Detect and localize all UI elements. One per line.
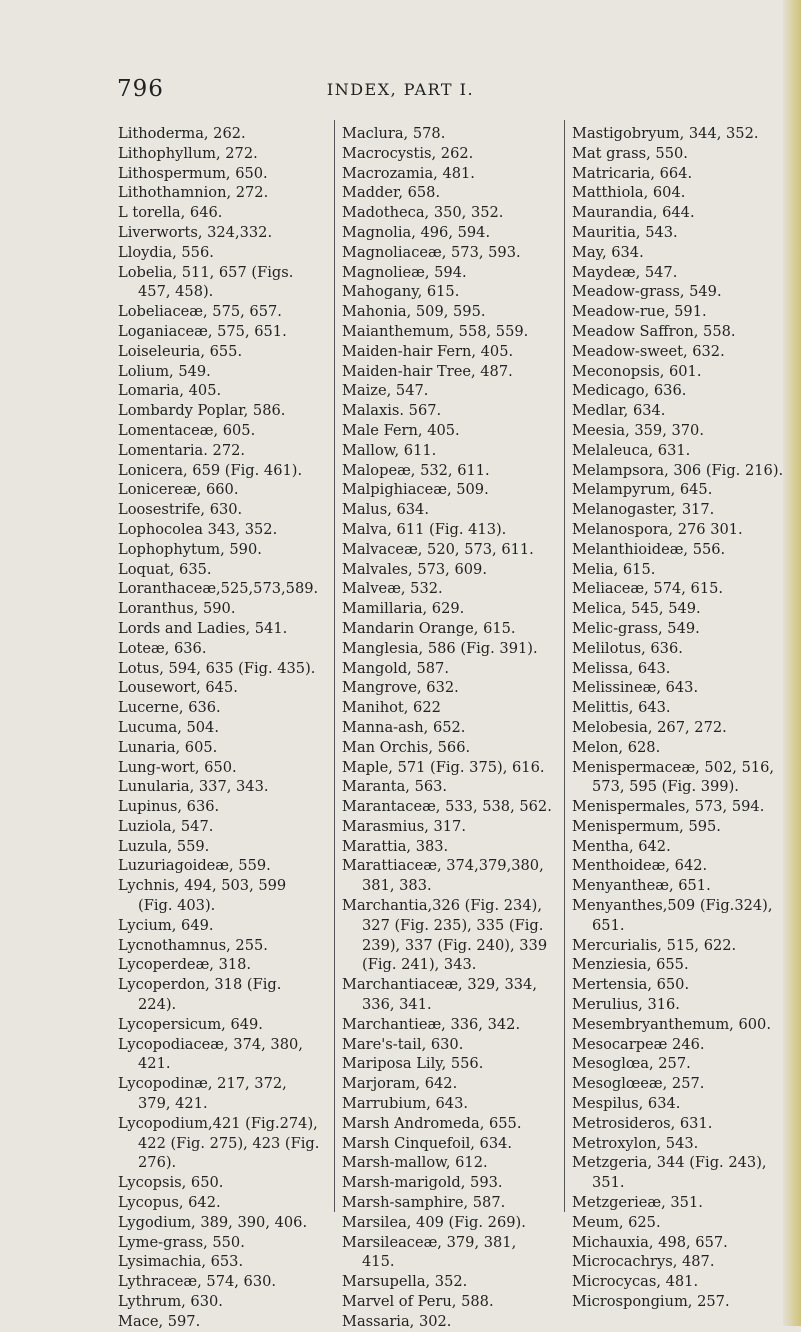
index-entry: Marattia, 383. bbox=[342, 837, 449, 855]
index-entry: Lithophyllum, 272. bbox=[118, 144, 258, 162]
index-entry: Marvel of Peru, 588. bbox=[342, 1293, 494, 1311]
index-entry: Lucerne, 636. bbox=[118, 699, 221, 717]
index-entry: Lycnothamnus, 255. bbox=[118, 936, 268, 954]
index-entry: Malus, 634. bbox=[342, 501, 429, 519]
index-entry: Melobesia, 267, 272. bbox=[572, 718, 727, 736]
index-entry: Melittis, 643. bbox=[572, 699, 671, 717]
index-entry: Melia, 615. bbox=[572, 560, 656, 578]
index-column-3 bbox=[572, 124, 786, 1312]
index-entry: Lupinus, 636. bbox=[118, 798, 220, 816]
index-entry: Mallow, 611. bbox=[342, 441, 437, 459]
index-entry: Mesoglœa, 257. bbox=[572, 1055, 691, 1073]
index-entry: Lunularia, 337, 343. bbox=[118, 778, 269, 796]
running-title: INDEX, PART I. bbox=[326, 80, 475, 99]
index-entry: Mahogany, 615. bbox=[342, 283, 460, 301]
index-entry: Menziesia, 655. bbox=[572, 956, 689, 974]
index-entry: Lycopersicum, 649. bbox=[118, 1015, 263, 1033]
index-entry: Mahonia, 509, 595. bbox=[342, 303, 486, 321]
index-entry: Lycoperdon, 318 (Fig. 224). bbox=[118, 976, 282, 1014]
index-entry: May, 634. bbox=[572, 243, 644, 261]
index-entry: Lophocolea 343, 352. bbox=[118, 520, 278, 538]
index-entry: Marsileaceæ, 379, 381, 415. bbox=[342, 1233, 517, 1271]
index-entry: Lobeliaceæ, 575, 657. bbox=[118, 303, 282, 321]
index-entry: Mespilus, 634. bbox=[572, 1095, 681, 1113]
index-entry: Lomentaria. 272. bbox=[118, 441, 246, 459]
index-entry: Maiden-hair Fern, 405. bbox=[342, 342, 514, 360]
index-entry: Lysimachia, 653. bbox=[118, 1253, 244, 1271]
column-rule-right bbox=[564, 120, 565, 1212]
index-entry: Lycium, 649. bbox=[118, 916, 214, 934]
index-entry: Manglesia, 586 (Fig. 391). bbox=[342, 639, 538, 657]
index-entry: Malvales, 573, 609. bbox=[342, 560, 487, 578]
index-entry: Massaria, 302. bbox=[342, 1312, 452, 1330]
index-entry: Malva, 611 (Fig. 413). bbox=[342, 520, 507, 538]
index-entry: Lithothamnion, 272. bbox=[118, 184, 269, 202]
page-header bbox=[0, 76, 801, 106]
index-entry: Marsh-samphire, 587. bbox=[342, 1194, 506, 1212]
index-entry: Lyme-grass, 550. bbox=[118, 1233, 245, 1251]
index-entry: Mesoglœeæ, 257. bbox=[572, 1075, 705, 1093]
index-entry: Metzgerieæ, 351. bbox=[572, 1194, 703, 1212]
index-entry: Melissa, 643. bbox=[572, 659, 671, 677]
index-entry: Loranthaceæ,525,573,589. bbox=[118, 580, 319, 598]
index-entry: Matthiola, 604. bbox=[572, 184, 686, 202]
index-entry: Lygodium, 389, 390, 406. bbox=[118, 1213, 308, 1231]
index-entry: Lithospermum, 650. bbox=[118, 164, 268, 182]
index-entry: Maydeæ, 547. bbox=[572, 263, 678, 281]
index-entry: Meadow-rue, 591. bbox=[572, 303, 707, 321]
index-entry: Melaleuca, 631. bbox=[572, 441, 691, 459]
index-entry: Malpighiaceæ, 509. bbox=[342, 481, 489, 499]
index-entry: Madotheca, 350, 352. bbox=[342, 204, 504, 222]
index-entry: Menispermaceæ, 502, 516, 573, 595 (Fig. 399). bbox=[572, 758, 775, 796]
index-entry: Lomaria, 405. bbox=[118, 382, 222, 400]
index-entry: Lycopsis, 650. bbox=[118, 1174, 224, 1192]
index-entry: Lloydia, 556. bbox=[118, 243, 214, 261]
index-entry: Loganiaceæ, 575, 651. bbox=[118, 322, 287, 340]
index-entry: Mare's-tail, 630. bbox=[342, 1035, 464, 1053]
index-entry: Magnoliaceæ, 573, 593. bbox=[342, 243, 521, 261]
index-entry: Mamillaria, 629. bbox=[342, 600, 465, 618]
index-entry: Marsh Cinquefoil, 634. bbox=[342, 1134, 513, 1152]
index-entry: Lunaria, 605. bbox=[118, 738, 218, 756]
index-entry: Liverworts, 324,332. bbox=[118, 223, 273, 241]
index-entry: Microcycas, 481. bbox=[572, 1273, 699, 1291]
index-entry: Melissineæ, 643. bbox=[572, 679, 699, 697]
index-entry: Mertensia, 650. bbox=[572, 976, 690, 994]
index-entry: Loiseleuria, 655. bbox=[118, 342, 243, 360]
index-entry: Marsupella, 352. bbox=[342, 1273, 468, 1291]
index-entry: Lythraceæ, 574, 630. bbox=[118, 1273, 277, 1291]
index-entry: Manihot, 622 bbox=[342, 699, 441, 717]
index-entry: Mace, 597. bbox=[118, 1312, 201, 1330]
index-entry: Metroxylon, 543. bbox=[572, 1134, 699, 1152]
index-entry: Mesocarpeæ 246. bbox=[572, 1035, 705, 1053]
index-entry: Mangold, 587. bbox=[342, 659, 449, 677]
index-entry: Meum, 625. bbox=[572, 1213, 661, 1231]
index-entry: Malveæ, 532. bbox=[342, 580, 443, 598]
index-entry: Lobelia, 511, 657 (Figs. 457, 458). bbox=[118, 263, 294, 301]
index-entry: Loosestrife, 630. bbox=[118, 501, 243, 519]
index-entry: Marchantieæ, 336, 342. bbox=[342, 1015, 521, 1033]
index-entry: Medicago, 636. bbox=[572, 382, 687, 400]
index-entry: Marattiaceæ, 374,379,380, 381, 383. bbox=[342, 857, 544, 895]
index-entry: Mat grass, 550. bbox=[572, 144, 688, 162]
index-entry: Mangrove, 632. bbox=[342, 679, 459, 697]
index-entry: Lonicereæ, 660. bbox=[118, 481, 239, 499]
index-entry: Menispermum, 595. bbox=[572, 817, 721, 835]
index-entry: Melic-grass, 549. bbox=[572, 619, 700, 637]
index-entry: Lonicera, 659 (Fig. 461). bbox=[118, 461, 303, 479]
index-entry: Menthoideæ, 642. bbox=[572, 857, 708, 875]
index-entry: Mentha, 642. bbox=[572, 837, 671, 855]
index-entry: Menyantheæ, 651. bbox=[572, 877, 711, 895]
index-entry: Marasmius, 317. bbox=[342, 817, 466, 835]
index-entry: Meadow-sweet, 632. bbox=[572, 342, 725, 360]
index-entry: Marsh Andromeda, 655. bbox=[342, 1114, 522, 1132]
index-entry: Magnolieæ, 594. bbox=[342, 263, 467, 281]
index-entry: Madder, 658. bbox=[342, 184, 441, 202]
index-entry: Mastigobryum, 344, 352. bbox=[572, 125, 759, 142]
index-entry: Maurandia, 644. bbox=[572, 204, 695, 222]
index-entry: Mauritia, 543. bbox=[572, 223, 678, 241]
index-entry: Lithoderma, 262. bbox=[118, 125, 246, 142]
index-entry: Male Fern, 405. bbox=[342, 421, 460, 439]
index-entry: Manna-ash, 652. bbox=[342, 718, 466, 736]
index-entry: Lomentaceæ, 605. bbox=[118, 421, 256, 439]
index-entry: Maianthemum, 558, 559. bbox=[342, 322, 529, 340]
index-entry: Melanthioideæ, 556. bbox=[572, 540, 726, 558]
page-number: 796 bbox=[117, 76, 164, 102]
index-column-2 bbox=[342, 124, 552, 1332]
index-entry: Medlar, 634. bbox=[572, 402, 666, 420]
index-entry: Maple, 571 (Fig. 375), 616. bbox=[342, 758, 545, 776]
index-entry: Michauxia, 498, 657. bbox=[572, 1233, 728, 1251]
index-entry: Lycopodium,421 (Fig.274), 422 (Fig. 275), 423 (Fig. 276). bbox=[118, 1114, 320, 1172]
index-entry: Lycopodiaceæ, 374, 380, 421. bbox=[118, 1035, 303, 1073]
index-entry: Mandarin Orange, 615. bbox=[342, 619, 516, 637]
index-entry: Maiden-hair Tree, 487. bbox=[342, 362, 513, 380]
index-entry: Metzgeria, 344 (Fig. 243), 351. bbox=[572, 1154, 767, 1192]
index-entry: Lophophytum, 590. bbox=[118, 540, 262, 558]
index-entry: Loteæ, 636. bbox=[118, 639, 207, 657]
index-entry: Menispermales, 573, 594. bbox=[572, 798, 765, 816]
index-entry: Lycopus, 642. bbox=[118, 1194, 221, 1212]
column-rule-left bbox=[334, 120, 335, 1212]
index-entry: Marjoram, 642. bbox=[342, 1075, 458, 1093]
index-entry: Melilotus, 636. bbox=[572, 639, 683, 657]
index-entry: Mercurialis, 515, 622. bbox=[572, 936, 737, 954]
index-entry: Lombardy Poplar, 586. bbox=[118, 402, 286, 420]
index-entry: Marsilea, 409 (Fig. 269). bbox=[342, 1213, 526, 1231]
index-entry: Mesembryanthemum, 600. bbox=[572, 1015, 771, 1033]
index-entry: Melampsora, 306 (Fig. 216). bbox=[572, 461, 784, 479]
index-entry: Loranthus, 590. bbox=[118, 600, 236, 618]
index-entry: Macrocystis, 262. bbox=[342, 144, 474, 162]
index-entry: Melica, 545, 549. bbox=[572, 600, 701, 618]
index-entry: Matricaria, 664. bbox=[572, 164, 693, 182]
index-entry: Lycoperdeæ, 318. bbox=[118, 956, 252, 974]
index-entry: Malaxis. 567. bbox=[342, 402, 442, 420]
index-entry: Lords and Ladies, 541. bbox=[118, 619, 288, 637]
index-entry: Melampyrum, 645. bbox=[572, 481, 713, 499]
index-entry: L torella, 646. bbox=[118, 204, 223, 222]
index-entry: Melon, 628. bbox=[572, 738, 661, 756]
index-entry: Lucuma, 504. bbox=[118, 718, 219, 736]
index-entry: Loquat, 635. bbox=[118, 560, 212, 578]
index-entry: Meconopsis, 601. bbox=[572, 362, 702, 380]
index-entry: Macrozamia, 481. bbox=[342, 164, 475, 182]
index-entry: Maclura, 578. bbox=[342, 125, 446, 142]
index-entry: Lythrum, 630. bbox=[118, 1293, 223, 1311]
index-entry: Lotus, 594, 635 (Fig. 435). bbox=[118, 659, 316, 677]
index-entry: Marantaceæ, 533, 538, 562. bbox=[342, 798, 552, 816]
index-entry: Malvaceæ, 520, 573, 611. bbox=[342, 540, 534, 558]
index-entry: Marrubium, 643. bbox=[342, 1095, 469, 1113]
index-entry: Melanospora, 276 301. bbox=[572, 520, 743, 538]
index-entry: Marsh-mallow, 612. bbox=[342, 1154, 488, 1172]
index-entry: Metrosideros, 631. bbox=[572, 1114, 713, 1132]
index-entry: Meadow-grass, 549. bbox=[572, 283, 722, 301]
index-entry: Microspongium, 257. bbox=[572, 1293, 730, 1311]
index-entry: Lycopodinæ, 217, 372, 379, 421. bbox=[118, 1075, 287, 1113]
index-entry: Malopeæ, 532, 611. bbox=[342, 461, 490, 479]
index-entry: Magnolia, 496, 594. bbox=[342, 223, 491, 241]
index-entry: Menyanthes,509 (Fig.324), 651. bbox=[572, 897, 773, 934]
index-entry: Luziola, 547. bbox=[118, 817, 214, 835]
index-entry: Maize, 547. bbox=[342, 382, 429, 400]
index-entry: Merulius, 316. bbox=[572, 996, 680, 1014]
index-column-1 bbox=[118, 124, 323, 1332]
index-entry: Lousewort, 645. bbox=[118, 679, 238, 697]
index-entry: Mariposa Lily, 556. bbox=[342, 1055, 484, 1073]
index-entry: Marchantiaceæ, 329, 334, 336, 341. bbox=[342, 976, 537, 1014]
index-entry: Marchantia,326 (Fig. 234), 327 (Fig. 235), 335 (Fig. 239), 337 (Fig. 240), 339 (Fig. 241), 343. bbox=[342, 897, 548, 974]
index-entry: Meadow Saffron, 558. bbox=[572, 322, 736, 340]
index-entry: Marsh-marigold, 593. bbox=[342, 1174, 503, 1192]
index-entry: Maranta, 563. bbox=[342, 778, 448, 796]
index-entry: Lung-wort, 650. bbox=[118, 758, 237, 776]
index-entry: Melanogaster, 317. bbox=[572, 501, 715, 519]
index-entry: Luzula, 559. bbox=[118, 837, 210, 855]
index-entry: Luzuriagoideæ, 559. bbox=[118, 857, 271, 875]
index-entry: Microcachrys, 487. bbox=[572, 1253, 715, 1271]
index-entry: Lychnis, 494, 503, 599 (Fig. 403). bbox=[118, 877, 287, 915]
index-entry: Meliaceæ, 574, 615. bbox=[572, 580, 724, 598]
index-entry: Man Orchis, 566. bbox=[342, 738, 471, 756]
index-entry: Meesia, 359, 370. bbox=[572, 421, 704, 439]
index-entry: Lolium, 549. bbox=[118, 362, 211, 380]
